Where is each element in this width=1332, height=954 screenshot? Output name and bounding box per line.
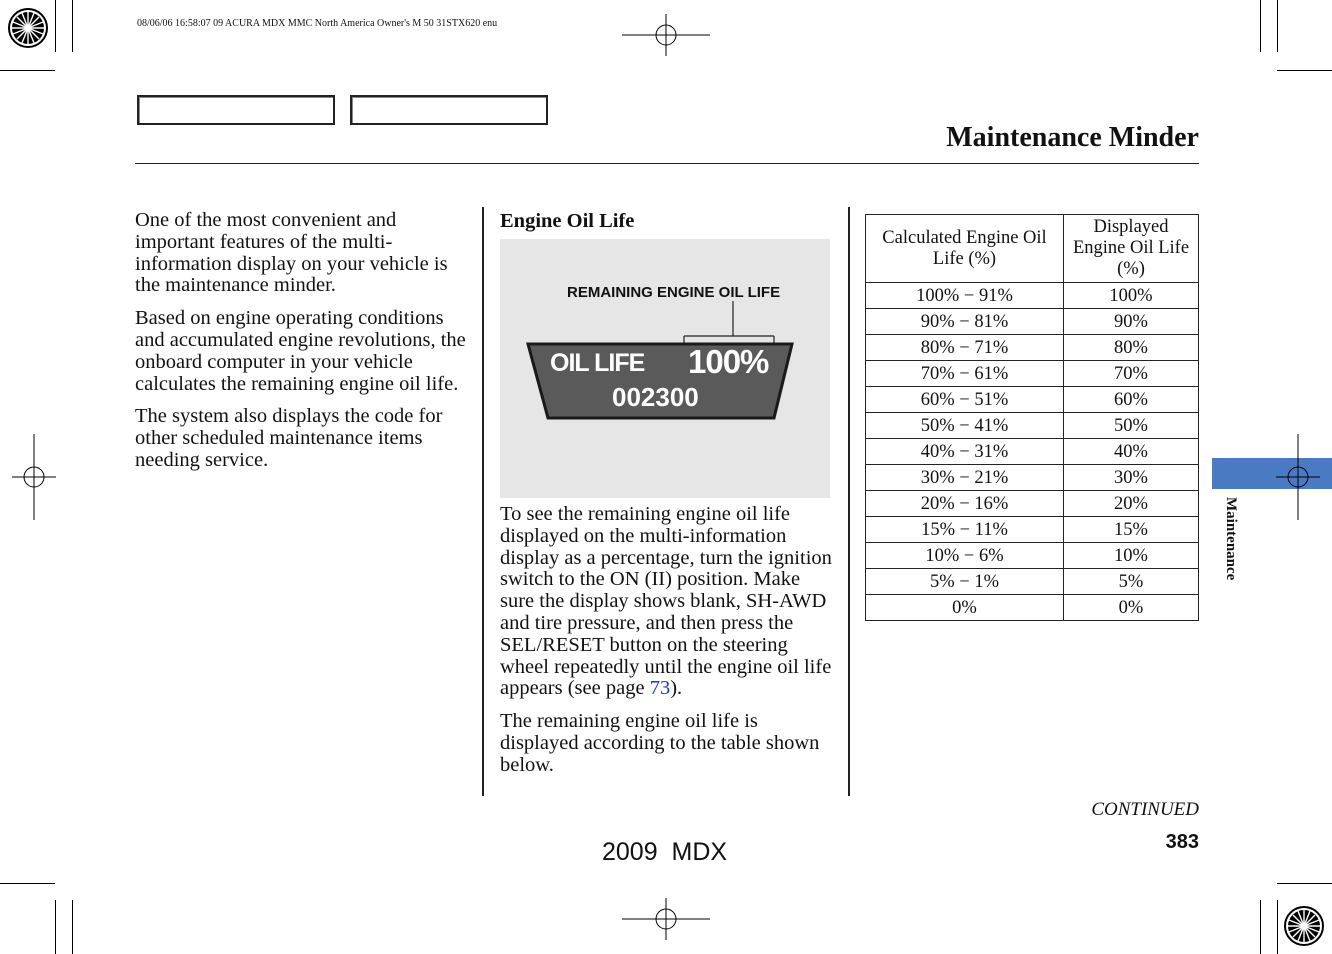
header-calculated-oil-life: Calculated Engine Oil Life (%) — [866, 215, 1064, 283]
crosshair-bottom-center — [622, 898, 710, 940]
section-heading-engine-oil-life: Engine Oil Life — [500, 210, 635, 232]
registration-target-top-left — [0, 0, 56, 56]
calculated-cell: 5% − 1% — [866, 569, 1064, 595]
oil-life-figure — [500, 239, 830, 498]
header-tab-box-2 — [350, 95, 548, 125]
displayed-cell: 40% — [1064, 439, 1199, 465]
table-row — [866, 465, 1199, 491]
table-row — [866, 413, 1199, 439]
calculated-cell: 0% — [866, 595, 1064, 621]
column-divider-1 — [482, 207, 484, 796]
calculated-cell: 60% − 51% — [866, 387, 1064, 413]
calculated-cell: 100% − 91% — [866, 283, 1064, 309]
displayed-cell: 80% — [1064, 335, 1199, 361]
calculated-cell: 90% − 81% — [866, 309, 1064, 335]
table-row — [866, 439, 1199, 465]
displayed-cell: 60% — [1064, 387, 1199, 413]
continued-label: CONTINUED — [1091, 799, 1199, 820]
calculated-cell: 10% − 6% — [866, 543, 1064, 569]
table-row — [866, 569, 1199, 595]
display-odometer: 002300 — [612, 382, 699, 412]
displayed-cell: 5% — [1064, 569, 1199, 595]
displayed-cell: 0% — [1064, 595, 1199, 621]
displayed-cell: 15% — [1064, 517, 1199, 543]
displayed-cell: 100% — [1064, 283, 1199, 309]
calculated-cell: 40% − 31% — [866, 439, 1064, 465]
page-number: 383 — [1165, 831, 1199, 853]
table-row — [866, 543, 1199, 569]
table-row — [866, 283, 1199, 309]
page-73-link[interactable]: 73 — [649, 677, 671, 700]
crosshair-left — [12, 434, 56, 520]
table-intro-text: The remaining engine oil life is displayed according to the table shown below. — [500, 710, 820, 776]
displayed-cell: 30% — [1064, 465, 1199, 491]
oil-life-instructions — [500, 504, 834, 788]
calculated-cell: 70% − 61% — [866, 361, 1064, 387]
registration-target-bottom-right — [1276, 898, 1332, 954]
table-row — [866, 309, 1199, 335]
intro-paragraph: Based on engine operating conditions and accumulated engine revolutions, the onboard computer in your vehicle calculates the remaining engine oil life. — [135, 307, 466, 395]
intro-paragraph: The system also displays the code for other scheduled maintenance items needing service. — [135, 405, 443, 471]
table-row — [866, 387, 1199, 413]
crosshair-top-center — [622, 14, 710, 56]
display-oil-life-percent: 100% — [688, 343, 769, 380]
instructions-text: To see the remaining engine oil life displayed on the multi-information display as a percentage, turn the ignition switch to the ON (II) position. Make sure the display shows blank, SH-AWD and tire pressure, and then press the SEL/RESET button on the steering wheel repeatedly until the engine oil life appears (see page — [500, 503, 832, 700]
footer-model: 2009 MDX — [602, 838, 728, 866]
calculated-cell: 30% − 21% — [866, 465, 1064, 491]
header-tab-box-1 — [137, 95, 335, 125]
intro-paragraph: One of the most convenient and important features of the multi-information display on your vehicle is the maintenance minder. — [135, 209, 448, 297]
displayed-cell: 50% — [1064, 413, 1199, 439]
displayed-cell: 20% — [1064, 491, 1199, 517]
calculated-cell: 50% − 41% — [866, 413, 1064, 439]
title-divider — [135, 163, 1199, 164]
print-header: 08/06/06 16:58:07 09 ACURA MDX MMC North America Owner's M 50 31STX620 enu — [137, 18, 498, 29]
section-side-label: Maintenance — [1223, 497, 1239, 581]
calculated-cell: 15% − 11% — [866, 517, 1064, 543]
column-divider-2 — [848, 207, 850, 796]
table-row — [866, 335, 1199, 361]
page-title: Maintenance Minder — [946, 122, 1199, 153]
table-row — [866, 517, 1199, 543]
displayed-cell: 10% — [1064, 543, 1199, 569]
intro-column — [135, 210, 473, 483]
table-row — [866, 361, 1199, 387]
figure-callout-label: REMAINING ENGINE OIL LIFE — [567, 284, 781, 301]
header-displayed-oil-life: Displayed Engine Oil Life (%) — [1064, 215, 1199, 283]
table-header-row — [866, 215, 1199, 283]
table-row — [866, 595, 1199, 621]
displayed-cell: 90% — [1064, 309, 1199, 335]
instructions-text-end: ). — [670, 677, 683, 700]
oil-life-table — [865, 214, 1199, 621]
crosshair-right — [1276, 434, 1320, 520]
display-oil-life-label: OIL LIFE — [550, 349, 645, 377]
calculated-cell: 80% − 71% — [866, 335, 1064, 361]
calculated-cell: 20% − 16% — [866, 491, 1064, 517]
displayed-cell: 70% — [1064, 361, 1199, 387]
table-row — [866, 491, 1199, 517]
